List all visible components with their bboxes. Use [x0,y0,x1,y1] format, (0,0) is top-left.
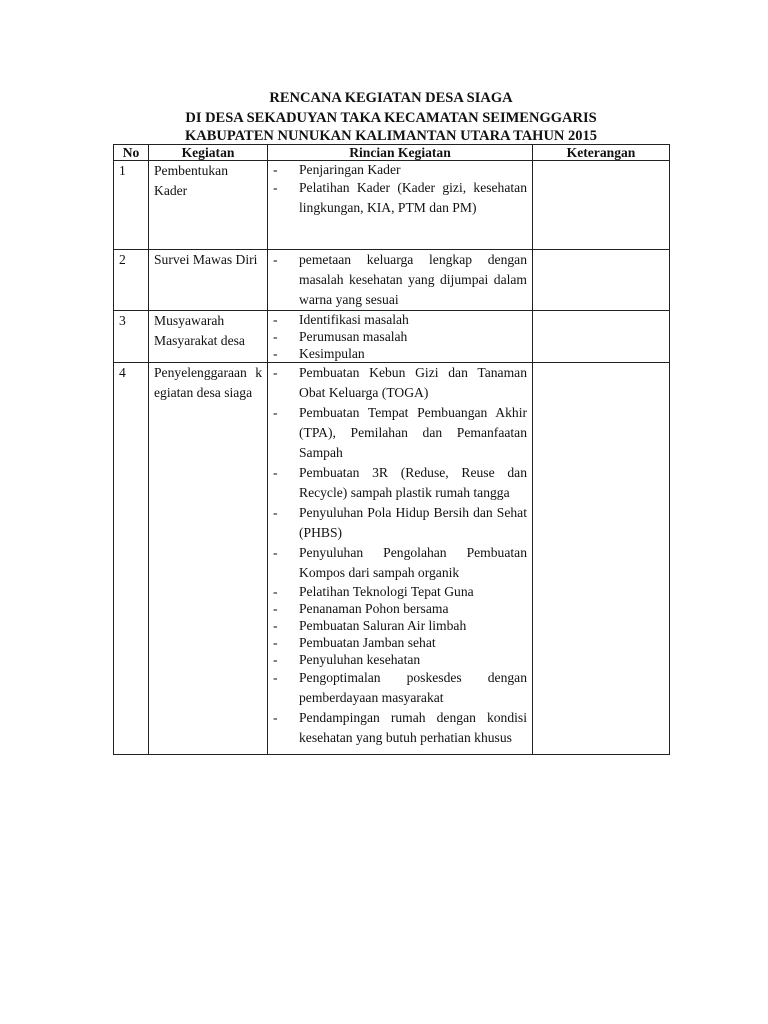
row-keterangan [533,311,670,363]
header-keterangan: Keterangan [533,145,670,161]
list-item: - Pembuatan 3R (Reduse, Reuse dan Recycle) sampah plastik rumah tangga [273,463,527,503]
list-item: - Penanaman Pohon bersama [273,600,527,617]
list-item: - pemetaan keluarga lengkap dengan masalah kesehatan yang dijumpai dalam warna yang sesuai [273,250,527,310]
row-kegiatan: Musyawarah Masyarakat desa [149,311,268,363]
list-item: - Pelatihan Teknologi Tepat Guna [273,583,527,600]
row-keterangan [533,363,670,755]
list-item: - Pembuatan Tempat Pembuangan Akhir (TPA), Pemilahan dan Pemanfaatan Sampah [273,403,527,463]
table-row [114,161,670,250]
row-keterangan [533,250,670,311]
list-item: - Pembuatan Kebun Gizi dan Tanaman Obat Keluarga (TOGA) [273,363,527,403]
row-number: 4 [114,363,149,755]
list-item: - Penyuluhan Pola Hidup Bersih dan Sehat (PHBS) [273,503,527,543]
list-item: - Perumusan masalah [273,328,527,345]
list-item: - Pengoptimalan poskesdes dengan pemberdayaan masyarakat [273,668,527,708]
table-row [114,363,670,755]
row-kegiatan: Penyelenggaraan kegiatan desa siaga [149,363,268,755]
table-row [114,250,670,311]
header-kegiatan: Kegiatan [149,145,268,161]
row-rincian [268,250,533,311]
document-title-line-2: DI DESA SEKADUYAN TAKA KECAMATAN SEIMENGGARIS [185,110,597,126]
document-title-line-3: KABUPATEN NUNUKAN KALIMANTAN UTARA TAHUN 2015 [184,128,598,144]
list-item: - Pendampingan rumah dengan kondisi kesehatan yang butuh perhatian khusus [273,708,527,748]
row-rincian [268,161,533,250]
list-item: - Pembuatan Jamban sehat [273,634,527,651]
row-rincian [268,363,533,755]
header-rincian-kegiatan: Rincian Kegiatan [268,145,533,161]
row-number: 1 [114,161,149,250]
list-item: - Pelatihan Kader (Kader gizi, kesehatan lingkungan, KIA, PTM dan PM) [273,178,527,218]
table-row [114,311,670,363]
row-rincian [268,311,533,363]
list-item: - Kesimpulan [273,345,527,362]
list-item: - Penjaringan Kader [273,161,527,178]
list-item: - Pembuatan Saluran Air limbah [273,617,527,634]
list-item: - Penyuluhan kesehatan [273,651,527,668]
document-title-line-1: RENCANA KEGIATAN DESA SIAGA [269,90,513,106]
list-item: - Identifikasi masalah [273,311,527,328]
list-item: - Penyuluhan Pengolahan Pembuatan Kompos dari sampah organik [273,543,527,583]
row-kegiatan: Survei Mawas Diri [149,250,268,311]
table-header-row [114,145,670,161]
row-number: 3 [114,311,149,363]
row-keterangan [533,161,670,250]
row-number: 2 [114,250,149,311]
header-no: No [114,145,149,161]
activity-plan-table [113,144,670,755]
row-kegiatan: Pembentukan Kader [149,161,268,250]
